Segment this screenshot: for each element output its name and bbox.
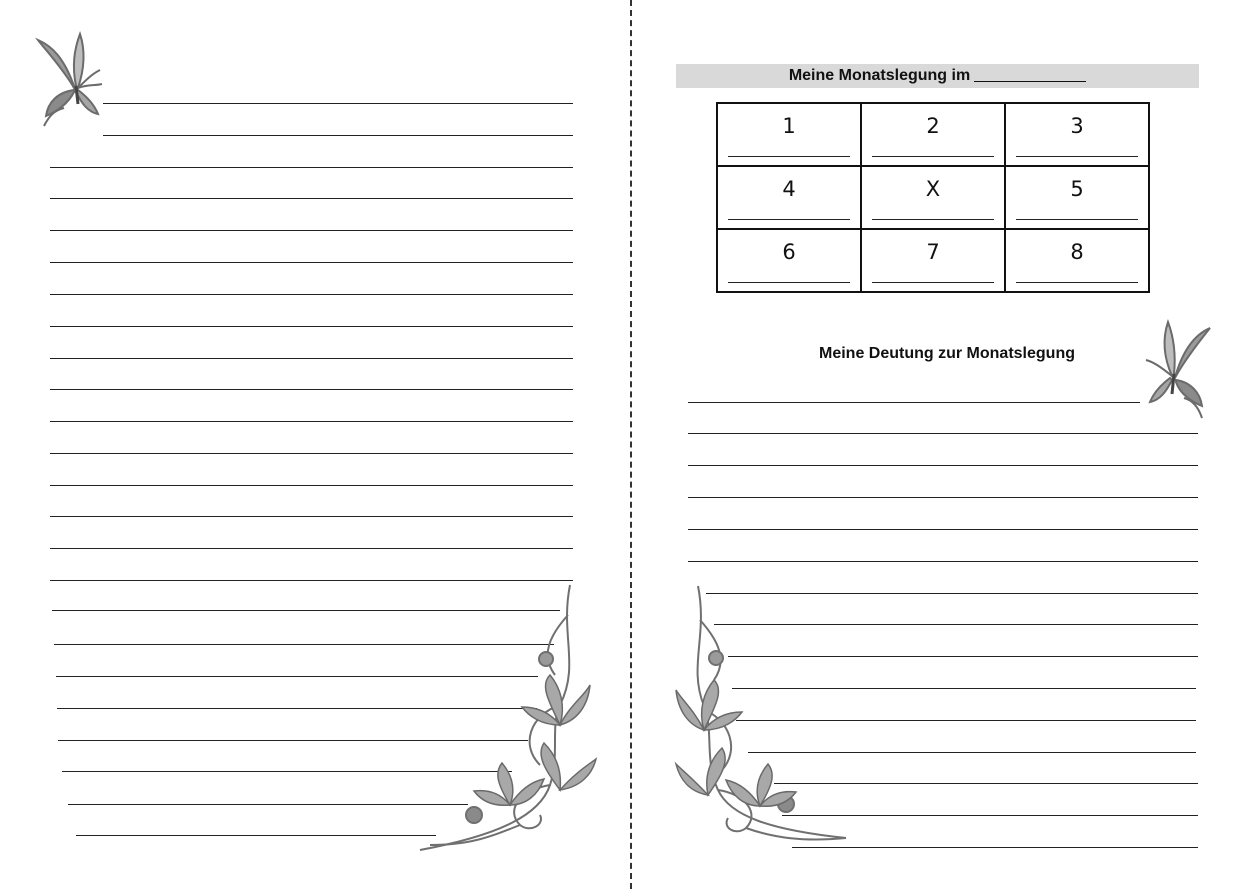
writing-line	[50, 580, 573, 581]
grid-cell	[861, 166, 1005, 229]
butterfly-icon	[1142, 318, 1214, 422]
grid-cell	[861, 229, 1005, 292]
writing-line	[56, 676, 538, 677]
section-heading: Meine Deutung zur Monatslegung	[819, 345, 1075, 362]
writing-line	[50, 326, 573, 327]
cell-blank	[1016, 282, 1138, 283]
writing-line	[76, 835, 436, 836]
writing-line	[57, 708, 537, 709]
writing-line	[792, 847, 1198, 848]
writing-line	[50, 453, 573, 454]
writing-line	[688, 529, 1198, 530]
writing-line	[50, 294, 573, 295]
cell-label: 2	[926, 114, 940, 138]
writing-line	[782, 815, 1198, 816]
butterfly-icon	[34, 30, 106, 132]
cell-blank	[728, 156, 850, 157]
writing-line	[50, 548, 573, 549]
writing-line	[50, 421, 573, 422]
cell-label: 4	[782, 177, 796, 201]
grid-cell	[861, 103, 1005, 166]
cell-blank	[728, 282, 850, 283]
cell-blank	[872, 156, 994, 157]
writing-line	[68, 804, 468, 805]
grid-cell	[717, 103, 861, 166]
writing-line	[748, 752, 1196, 753]
writing-line	[688, 561, 1198, 562]
floral-corner-icon	[410, 575, 600, 860]
right-notes-page	[632, 0, 1260, 889]
cell-blank	[728, 219, 850, 220]
writing-line	[714, 624, 1198, 625]
cell-label: 1	[782, 114, 796, 138]
grid-cell	[717, 229, 861, 292]
writing-line	[688, 402, 1140, 403]
cell-blank	[1016, 219, 1138, 220]
writing-line	[688, 465, 1198, 466]
writing-line	[52, 610, 560, 611]
page-title	[676, 67, 1199, 85]
writing-line	[688, 433, 1198, 434]
page-title-text: Meine Monatslegung im	[788, 67, 971, 84]
cell-blank	[872, 282, 994, 283]
writing-line	[774, 783, 1198, 784]
grid-cell	[1005, 103, 1149, 166]
writing-line	[50, 516, 573, 517]
writing-line	[50, 230, 573, 231]
writing-line	[50, 167, 573, 168]
writing-line	[736, 720, 1196, 721]
cell-label: 7	[926, 240, 940, 264]
grid-cell	[717, 166, 861, 229]
writing-line	[103, 135, 573, 136]
writing-line	[62, 771, 512, 772]
writing-line	[732, 688, 1196, 689]
writing-line	[54, 644, 554, 645]
cell-blank	[872, 219, 994, 220]
grid-cell	[1005, 229, 1149, 292]
grid-cell	[1005, 166, 1149, 229]
month-blank	[974, 67, 1086, 82]
cell-label: 8	[1070, 240, 1084, 264]
writing-line	[50, 389, 573, 390]
cell-label: X	[925, 177, 941, 201]
writing-line	[50, 358, 573, 359]
writing-line	[688, 497, 1198, 498]
writing-line	[50, 262, 573, 263]
cell-label: 5	[1070, 177, 1084, 201]
writing-line	[58, 740, 528, 741]
writing-line	[728, 656, 1198, 657]
writing-line	[103, 103, 573, 104]
cell-blank	[1016, 156, 1138, 157]
writing-line	[50, 485, 573, 486]
writing-line	[706, 593, 1198, 594]
cell-label: 3	[1070, 114, 1084, 138]
card-spread-grid	[716, 102, 1150, 293]
title-bar	[676, 64, 1199, 88]
writing-line	[50, 198, 573, 199]
cell-label: 6	[782, 240, 796, 264]
floral-corner-icon	[674, 580, 854, 855]
